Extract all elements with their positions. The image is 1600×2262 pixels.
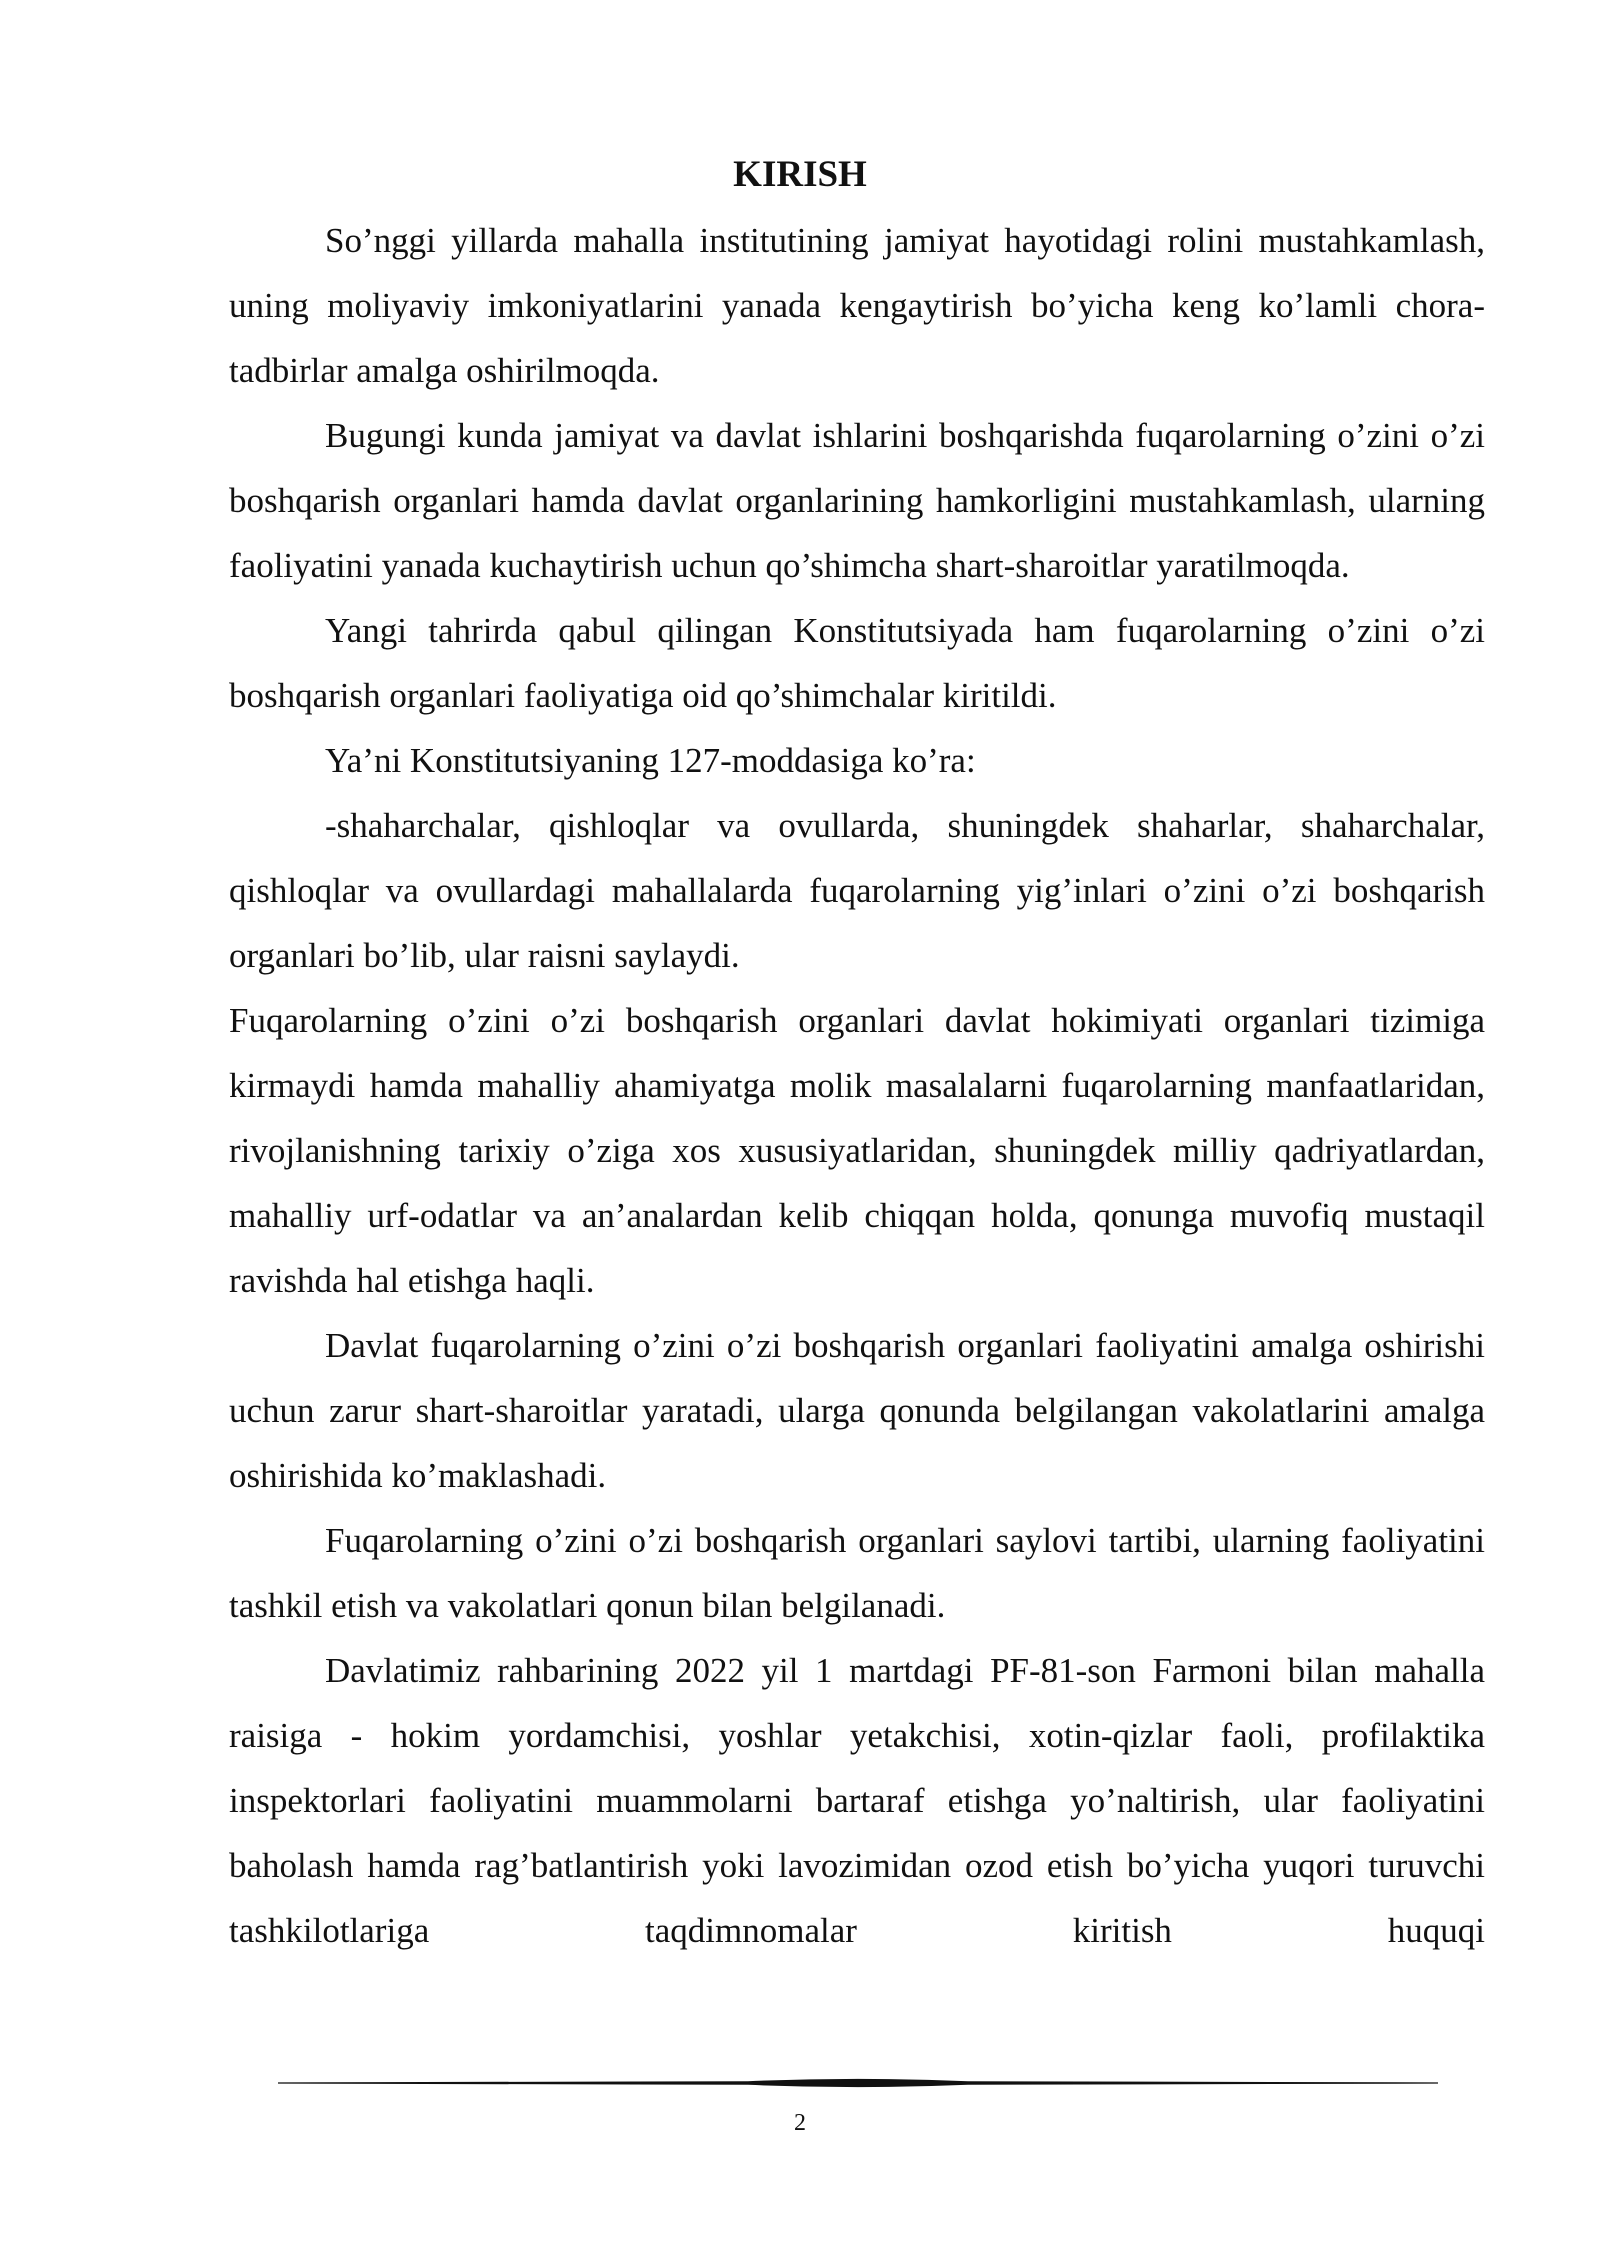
paragraph: Yangi tahrirda qabul qilingan Konstitutsiyada ham fuqarolarning o’zini o’zi boshqarish organlari faoliyatiga oid qo’shimchalar kiritildi.: [229, 611, 1485, 715]
footer-divider: [278, 2075, 1438, 2091]
body-text: [229, 208, 1485, 1963]
paragraph: -shaharchalar, qishloqlar va ovullarda, shuningdek shaharlar, shaharchalar, qishloqlar va ovullardagi mahallalarda fuqarolarning yig’inlari o’zini o’zi boshqarish organlari bo’lib, ular raisni saylaydi.: [229, 806, 1485, 975]
section-heading: KIRISH: [733, 154, 867, 195]
paragraph: So’nggi yillarda mahalla institutining jamiyat hayotidagi rolini mustahkamlash, uning moliyaviy imkoniyatlarini yanada kengaytirish bo’yicha keng ko’lamli chora-tadbirlar amalga oshirilmoqda.: [229, 221, 1485, 390]
paragraph: Davlatimiz rahbarining 2022 yil 1 martdagi PF-81-son Farmoni bilan mahalla raisiga - hokim yordamchisi, yoshlar yetakchisi, xotin-qizlar faoli, profilaktika inspektorlari faoliyatini muammolarni bartaraf etishga yo’naltirish, ular faoliyatini baholash hamda rag’batlantirish yoki lavozimidan ozod etish bo’yicha yuqori turuvchi tashkilotlariga taqdimnomalar kiritish huquqi: [229, 1651, 1485, 1950]
paragraph: Bugungi kunda jamiyat va davlat ishlarini boshqarishda fuqarolarning o’zini o’zi boshqarish organlari hamda davlat organlarining hamkorligini mustahkamlash, ularning faoliyatini yanada kuchaytirish uchun qo’shimcha shart-sharoitlar yaratilmoqda.: [229, 416, 1485, 585]
page-number: 2: [794, 2110, 806, 2136]
paragraph: Fuqarolarning o’zini o’zi boshqarish organlari saylovi tartibi, ularning faoliyatini tashkil etish va vakolatlari qonun bilan belgilanadi.: [229, 1521, 1485, 1625]
paragraph: Fuqarolarning o’zini o’zi boshqarish organlari davlat hokimiyati organlari tizimiga kirmaydi hamda mahalliy ahamiyatga molik masalalarni fuqarolarning manfaatlaridan, rivojlanishning tarixiy o’ziga xos xususiyatlaridan, shuningdek milliy qadriyatlardan, mahalliy urf-odatlar va an’analardan kelib chiqqan holda, qonunga muvofiq mustaqil ravishda hal etishga haqli.: [229, 1001, 1485, 1300]
paragraph: Ya’ni Konstitutsiyaning 127-moddasiga ko’ra:: [325, 741, 976, 780]
paragraph: Davlat fuqarolarning o’zini o’zi boshqarish organlari faoliyatini amalga oshirishi uchun zarur shart-sharoitlar yaratadi, ularga qonunda belgilangan vakolatlarini amalga oshirishida ko’maklashadi.: [229, 1326, 1485, 1495]
